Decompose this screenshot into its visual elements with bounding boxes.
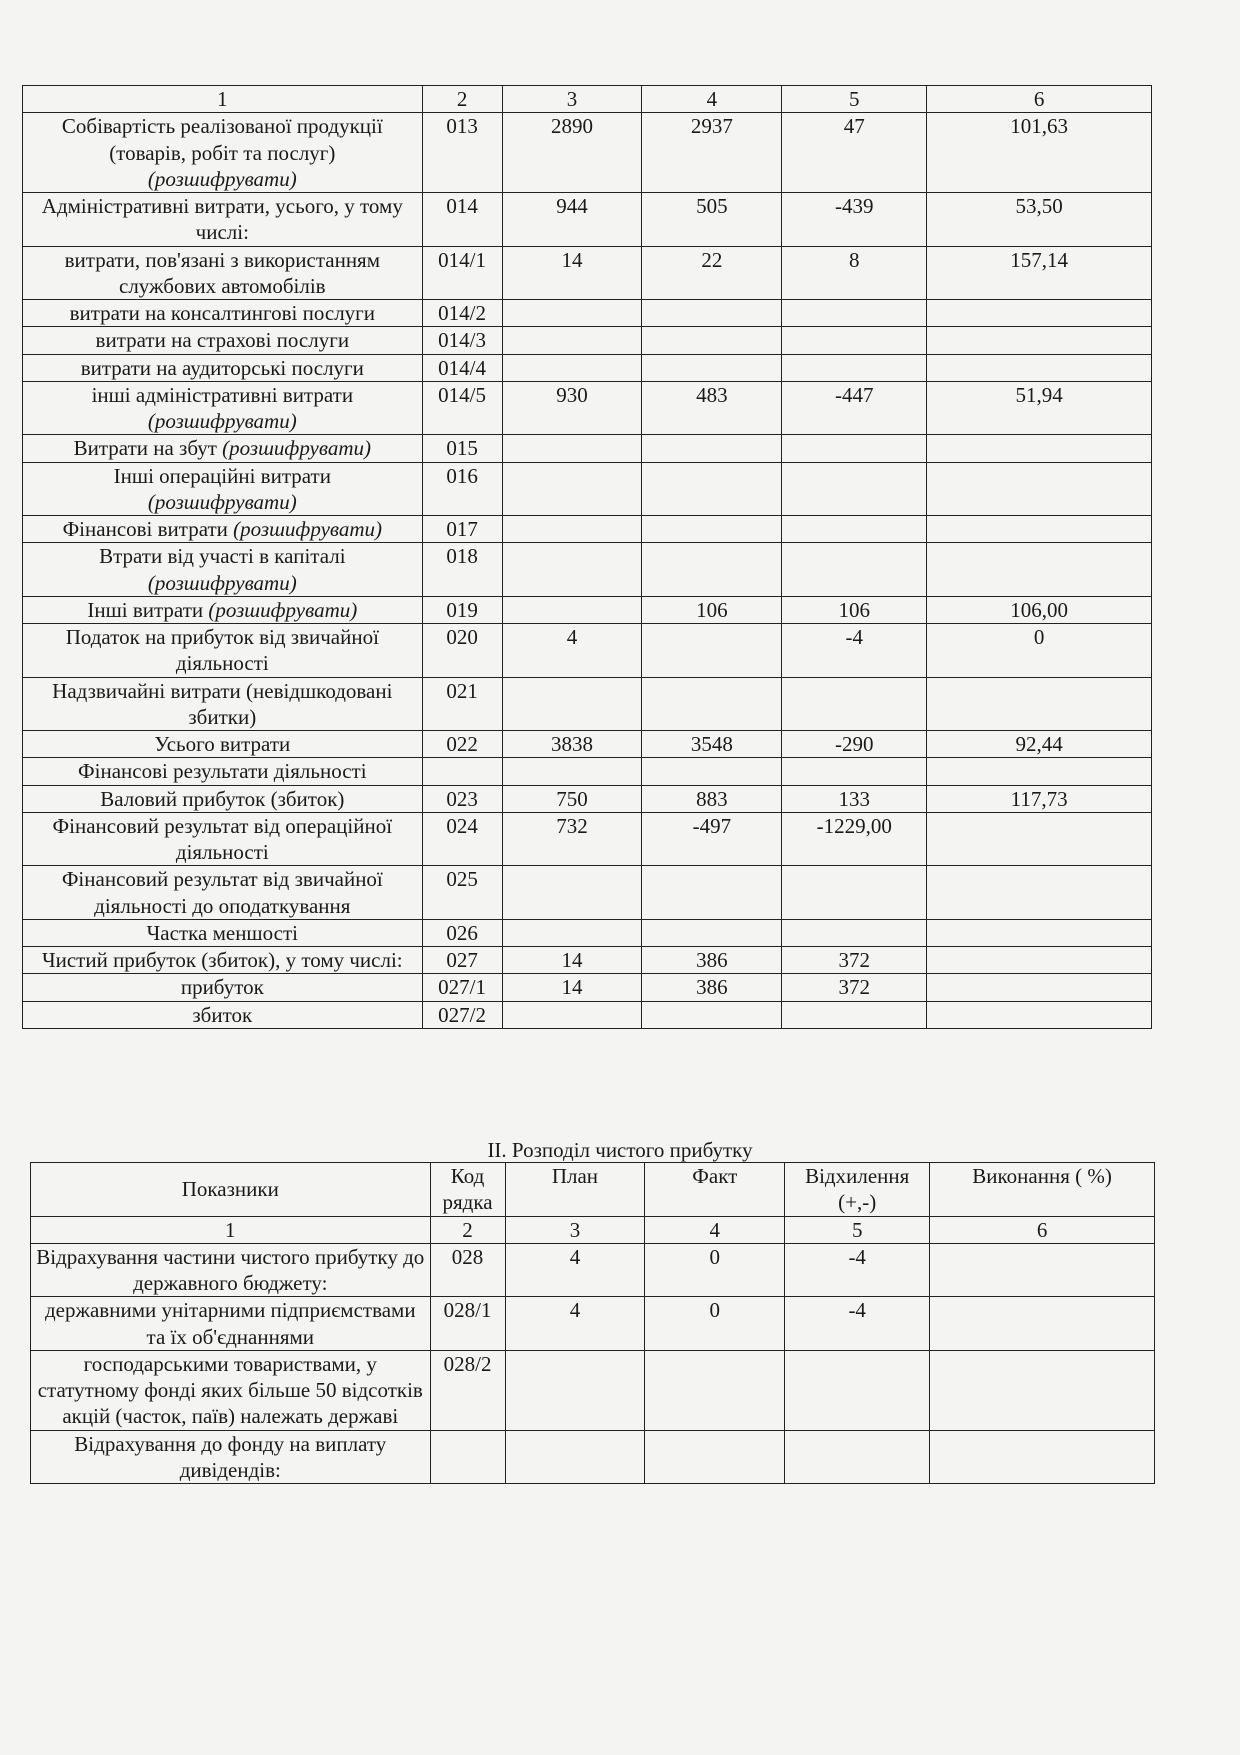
row-label: Відрахування до фонду на виплату дивідендів: <box>31 1430 431 1484</box>
cell-code: 017 <box>422 516 502 543</box>
header-cell: 1 <box>31 1216 431 1243</box>
cell-code: 028/1 <box>430 1297 505 1351</box>
cell-plan <box>502 462 642 516</box>
cell-dev: 133 <box>782 785 927 812</box>
table-row <box>23 731 1152 758</box>
row-label-text: прибуток <box>180 975 264 1000</box>
header-cell: Відхилення (+,-) <box>785 1163 930 1217</box>
table-row <box>23 866 1152 920</box>
table-row <box>23 327 1152 354</box>
cell-code: 023 <box>422 785 502 812</box>
cell-plan <box>505 1430 645 1484</box>
row-label-text: Інші операційні витрати <box>113 463 331 488</box>
table-row <box>31 1297 1155 1351</box>
header-cell: 2 <box>430 1216 505 1243</box>
table-row <box>23 812 1152 866</box>
table-row <box>23 246 1152 300</box>
cell-perc <box>930 1350 1155 1430</box>
row-note: (розшифрувати) <box>147 409 297 433</box>
cell-plan: 930 <box>502 381 642 435</box>
cell-code: 015 <box>422 435 502 462</box>
cell-dev <box>785 1350 930 1430</box>
row-label: господарськими товариствами, у статутному фонді яких більше 50 відсотків акцій (часток, паїв) належать державі <box>31 1350 431 1430</box>
cell-perc <box>927 462 1152 516</box>
cell-fact: 883 <box>642 785 782 812</box>
cell-plan: 14 <box>502 947 642 974</box>
cell-perc: 0 <box>927 624 1152 678</box>
header-cell: 4 <box>645 1216 785 1243</box>
cell-plan <box>502 866 642 920</box>
row-label <box>23 516 423 543</box>
row-label <box>23 919 423 946</box>
row-label <box>23 300 423 327</box>
cell-plan <box>502 300 642 327</box>
table-row <box>31 1430 1155 1484</box>
cell-code: 013 <box>422 113 502 193</box>
row-label <box>23 435 423 462</box>
cell-fact <box>642 354 782 381</box>
cell-dev: -439 <box>782 193 927 247</box>
cell-perc <box>927 543 1152 597</box>
row-label <box>23 381 423 435</box>
cell-perc <box>927 974 1152 1001</box>
row-note: (розшифрувати) <box>233 517 383 541</box>
cell-fact <box>642 543 782 597</box>
cell-dev: -290 <box>782 731 927 758</box>
header-cell: План <box>505 1163 645 1217</box>
cell-fact: 505 <box>642 193 782 247</box>
cell-perc <box>930 1297 1155 1351</box>
row-label <box>23 624 423 678</box>
row-label-text: Собівартість реалізованої продукції (товарів, робіт та послуг) <box>61 114 383 165</box>
cell-code: 014/2 <box>422 300 502 327</box>
cell-dev <box>782 462 927 516</box>
cell-plan: 4 <box>505 1243 645 1297</box>
cell-plan <box>502 354 642 381</box>
header-cell: 3 <box>505 1216 645 1243</box>
table-row <box>23 758 1152 785</box>
cell-code: 020 <box>422 624 502 678</box>
header-cell: Виконання ( %) <box>930 1163 1155 1217</box>
cell-perc <box>927 812 1152 866</box>
cell-code: 027 <box>422 947 502 974</box>
table-row <box>23 435 1152 462</box>
row-label: Відрахування частини чистого прибутку до державного бюджету: <box>31 1243 431 1297</box>
cell-dev: 372 <box>782 947 927 974</box>
cell-plan <box>505 1350 645 1430</box>
row-label-text: Чистий прибуток (збиток), у тому числі: <box>41 948 403 972</box>
cell-perc <box>927 758 1152 785</box>
row-label <box>23 113 423 193</box>
cell-dev: -4 <box>785 1297 930 1351</box>
table-row <box>23 1001 1152 1028</box>
cell-plan: 2890 <box>502 113 642 193</box>
row-label <box>23 193 423 247</box>
table-header-row <box>31 1163 1155 1217</box>
table-row <box>23 462 1152 516</box>
table-row <box>23 300 1152 327</box>
cell-perc: 51,94 <box>927 381 1152 435</box>
cell-code: 027/2 <box>422 1001 502 1028</box>
header-cell: 5 <box>785 1216 930 1243</box>
cell-plan <box>502 919 642 946</box>
cell-fact: 3548 <box>642 731 782 758</box>
cell-fact <box>642 758 782 785</box>
cell-code: 025 <box>422 866 502 920</box>
row-note: (розшифрувати) <box>147 489 297 514</box>
header-cell: Показники <box>31 1163 431 1217</box>
table-row <box>31 1350 1155 1430</box>
row-label-text: витрати, пов'язані з використанням службових автомобілів <box>64 247 380 298</box>
cell-dev: -4 <box>782 624 927 678</box>
expenses-table <box>22 85 1152 1029</box>
cell-code: 014/4 <box>422 354 502 381</box>
cell-fact <box>642 462 782 516</box>
cell-dev <box>782 1001 927 1028</box>
header-cell: Код рядка <box>430 1163 505 1217</box>
table-row <box>23 381 1152 435</box>
header-cell: 5 <box>782 86 927 113</box>
header-cell: 1 <box>23 86 423 113</box>
cell-dev <box>782 300 927 327</box>
row-label <box>23 947 423 974</box>
header-cell: 2 <box>422 86 502 113</box>
cell-perc: 157,14 <box>927 246 1152 300</box>
cell-dev <box>782 758 927 785</box>
header-cell: 6 <box>927 86 1152 113</box>
cell-dev <box>782 919 927 946</box>
cell-plan <box>502 1001 642 1028</box>
row-label-text: інші адміністративні витрати <box>91 382 354 407</box>
row-label-text: Надзвичайні витрати (невідшкодовані збитки) <box>52 678 393 729</box>
row-label-text: витрати на страхові послуги <box>95 328 350 353</box>
cell-fact: 386 <box>642 947 782 974</box>
row-label <box>23 246 423 300</box>
table-row <box>23 193 1152 247</box>
cell-perc <box>927 516 1152 543</box>
cell-code: 014/3 <box>422 327 502 354</box>
cell-code: 014 <box>422 193 502 247</box>
row-label-text: Адміністративні витрати, усього, у тому числі: <box>41 194 403 245</box>
row-label-text: Фінансовий результат від операційної діяльності <box>52 813 393 864</box>
row-label <box>23 596 423 623</box>
table-row <box>23 113 1152 193</box>
cell-fact <box>642 516 782 543</box>
row-label: державними унітарними підприємствами та їх об'єднаннями <box>31 1297 431 1351</box>
cell-code: 021 <box>422 677 502 731</box>
table-row <box>23 354 1152 381</box>
cell-perc <box>927 677 1152 731</box>
cell-plan <box>502 677 642 731</box>
cell-code: 027/1 <box>422 974 502 1001</box>
cell-fact <box>642 624 782 678</box>
cell-code: 019 <box>422 596 502 623</box>
row-label-text: Валовий прибуток (збиток) <box>100 786 345 811</box>
cell-code: 028/2 <box>430 1350 505 1430</box>
row-note: (розшифрувати) <box>147 570 297 595</box>
cell-code: 014/5 <box>422 381 502 435</box>
row-label <box>23 1001 423 1028</box>
row-label <box>23 543 423 597</box>
cell-dev <box>782 677 927 731</box>
row-label-text: Інші витрати <box>87 597 204 622</box>
row-label-text: Податок на прибуток від звичайної діяльності <box>65 625 379 676</box>
cell-perc: 106,00 <box>927 596 1152 623</box>
row-label <box>23 462 423 516</box>
header-cell: 3 <box>502 86 642 113</box>
cell-fact <box>642 677 782 731</box>
row-label <box>23 327 423 354</box>
table-header-row <box>23 86 1152 113</box>
cell-plan <box>502 543 642 597</box>
cell-fact: 0 <box>645 1297 785 1351</box>
cell-perc <box>930 1243 1155 1297</box>
row-note: (розшифрувати) <box>222 436 372 461</box>
table-row <box>23 543 1152 597</box>
cell-dev: 372 <box>782 974 927 1001</box>
cell-perc <box>927 1001 1152 1028</box>
row-label <box>23 812 423 866</box>
row-label-text: витрати на аудиторські послуги <box>80 355 364 380</box>
cell-perc: 92,44 <box>927 731 1152 758</box>
row-label-text: Втрати від участі в капіталі <box>99 544 346 569</box>
cell-plan: 3838 <box>502 731 642 758</box>
row-label-text: Фінансові витрати <box>62 517 228 541</box>
cell-fact: -497 <box>642 812 782 866</box>
header-cell: Факт <box>645 1163 785 1217</box>
cell-code <box>430 1430 505 1484</box>
cell-code: 028 <box>430 1243 505 1297</box>
cell-plan: 732 <box>502 812 642 866</box>
cell-plan <box>502 516 642 543</box>
cell-dev: 8 <box>782 246 927 300</box>
table-row <box>23 919 1152 946</box>
table-row <box>23 596 1152 623</box>
row-label-text: Фінансові результати діяльності <box>78 759 367 784</box>
cell-fact <box>642 1001 782 1028</box>
cell-fact <box>642 300 782 327</box>
row-label-text: витрати на консалтингові послуги <box>69 301 376 325</box>
row-note: (розшифрувати) <box>147 166 297 191</box>
row-label-text: збиток <box>192 1002 253 1027</box>
cell-fact: 2937 <box>642 113 782 193</box>
cell-dev <box>782 516 927 543</box>
cell-fact <box>642 435 782 462</box>
cell-perc <box>927 947 1152 974</box>
table-row <box>23 785 1152 812</box>
cell-dev <box>782 435 927 462</box>
cell-plan: 4 <box>502 624 642 678</box>
cell-fact <box>645 1430 785 1484</box>
row-label-text: Витрати на збут <box>73 436 217 461</box>
cell-fact: 106 <box>642 596 782 623</box>
cell-code: 024 <box>422 812 502 866</box>
cell-dev <box>782 866 927 920</box>
cell-code: 026 <box>422 919 502 946</box>
cell-perc <box>927 919 1152 946</box>
cell-dev <box>782 354 927 381</box>
cell-plan: 14 <box>502 974 642 1001</box>
cell-fact: 22 <box>642 246 782 300</box>
section-2-title: ІІ. Розподіл чистого прибутку <box>487 1138 753 1162</box>
row-label-text: Фінансовий результат від звичайної діяльності до оподаткування <box>61 867 383 918</box>
cell-dev: 106 <box>782 596 927 623</box>
cell-plan: 14 <box>502 246 642 300</box>
row-label <box>23 731 423 758</box>
row-label-text: Частка меншості <box>146 920 298 945</box>
cell-fact <box>642 866 782 920</box>
cell-dev: -4 <box>785 1243 930 1297</box>
header-cell: 6 <box>930 1216 1155 1243</box>
cell-code: 018 <box>422 543 502 597</box>
cell-plan: 4 <box>505 1297 645 1351</box>
cell-fact: 386 <box>642 974 782 1001</box>
cell-perc <box>927 354 1152 381</box>
row-label <box>23 866 423 920</box>
cell-dev <box>785 1430 930 1484</box>
cell-perc: 117,73 <box>927 785 1152 812</box>
cell-dev: -447 <box>782 381 927 435</box>
cell-dev <box>782 327 927 354</box>
profit-distribution-table <box>30 1162 1155 1484</box>
cell-dev: -1229,00 <box>782 812 927 866</box>
table-row <box>23 947 1152 974</box>
column-number-row <box>31 1216 1155 1243</box>
cell-perc: 53,50 <box>927 193 1152 247</box>
cell-code: 022 <box>422 731 502 758</box>
row-label-text: Усього витрати <box>154 732 291 756</box>
cell-fact <box>645 1350 785 1430</box>
cell-perc: 101,63 <box>927 113 1152 193</box>
row-label <box>23 354 423 381</box>
row-label <box>23 677 423 731</box>
cell-plan <box>502 758 642 785</box>
cell-fact: 483 <box>642 381 782 435</box>
row-note: (розшифрувати) <box>208 597 358 622</box>
cell-plan: 750 <box>502 785 642 812</box>
cell-plan: 944 <box>502 193 642 247</box>
cell-plan <box>502 435 642 462</box>
row-label <box>23 974 423 1001</box>
cell-fact <box>642 919 782 946</box>
cell-dev: 47 <box>782 113 927 193</box>
cell-perc <box>927 300 1152 327</box>
cell-plan <box>502 327 642 354</box>
cell-code <box>422 758 502 785</box>
header-cell: 4 <box>642 86 782 113</box>
cell-code: 014/1 <box>422 246 502 300</box>
cell-perc <box>930 1430 1155 1484</box>
table-row <box>23 624 1152 678</box>
cell-plan <box>502 596 642 623</box>
table-row <box>23 974 1152 1001</box>
row-label <box>23 785 423 812</box>
cell-code: 016 <box>422 462 502 516</box>
table-row <box>23 516 1152 543</box>
row-label <box>23 758 423 785</box>
cell-fact <box>642 327 782 354</box>
cell-perc <box>927 327 1152 354</box>
table-row <box>31 1243 1155 1297</box>
table-row <box>23 677 1152 731</box>
cell-fact: 0 <box>645 1243 785 1297</box>
cell-perc <box>927 435 1152 462</box>
cell-dev <box>782 543 927 597</box>
cell-perc <box>927 866 1152 920</box>
